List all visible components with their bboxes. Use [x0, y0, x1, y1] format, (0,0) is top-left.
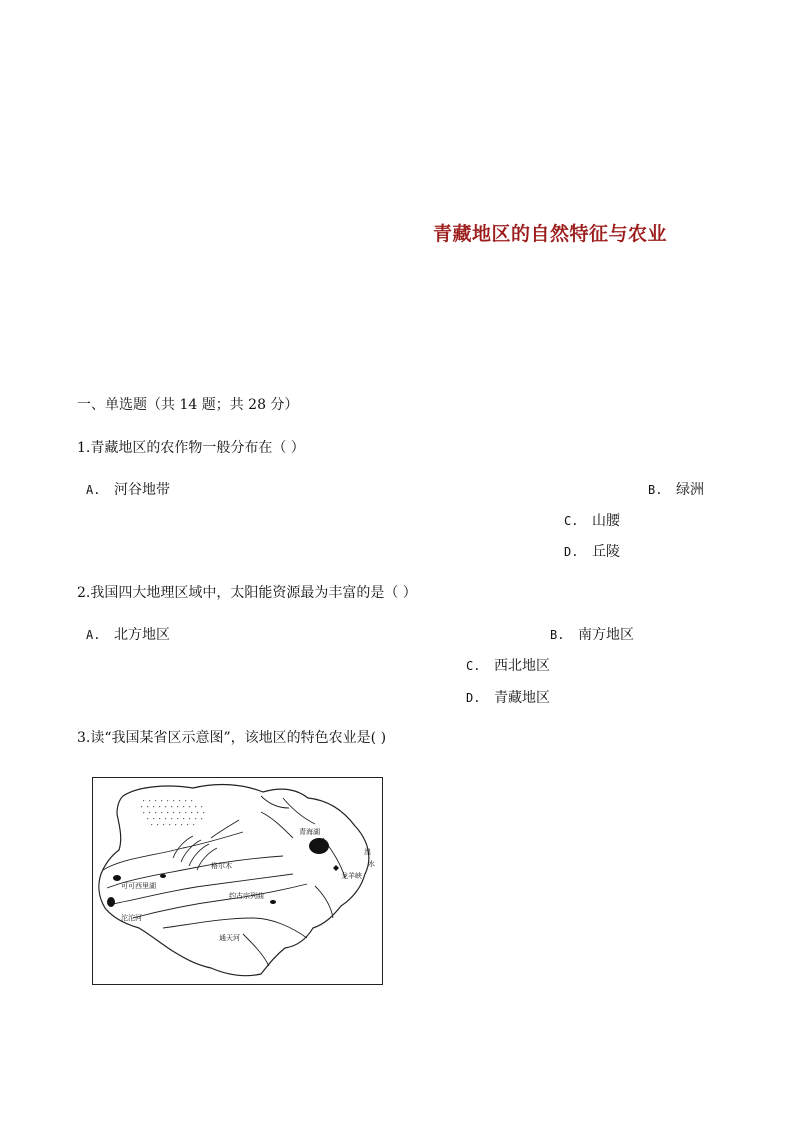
option-text: 青藏地区: [494, 690, 550, 706]
label-golmud: 格尔木: [211, 862, 232, 870]
label-huang: 湟: [364, 848, 371, 856]
option-text: 山腰: [592, 513, 620, 529]
province-map: [93, 778, 381, 983]
label-shui: 水: [368, 860, 375, 868]
question-1-option-d[interactable]: [564, 541, 620, 561]
question-2-option-c[interactable]: [466, 655, 550, 675]
question-2-option-b[interactable]: [550, 624, 634, 644]
option-letter: A.: [86, 628, 101, 642]
lake-marker: [270, 900, 276, 904]
option-letter: C.: [564, 514, 579, 528]
longyangxia-marker: [333, 865, 339, 871]
question-2-stem: 2.我国四大地理区域中，太阳能资源最为丰富的是（ ）: [77, 585, 417, 601]
option-text: 南方地区: [578, 627, 634, 643]
label-longyangxia: 龙羊峡: [341, 872, 362, 880]
section-heading: 一、单选题（共 14 题；共 28 分）: [77, 397, 299, 413]
option-letter: D.: [466, 691, 481, 705]
option-letter: B.: [550, 628, 565, 642]
question-2-option-d[interactable]: [466, 687, 550, 707]
lake-marker: [160, 874, 166, 878]
page-title: 青藏地区的自然特征与农业: [433, 223, 668, 245]
province-outline: [99, 785, 369, 976]
question-1-option-b[interactable]: [648, 479, 704, 499]
label-hoh-xil-lake: 可可西里湖: [121, 882, 156, 890]
question-1-option-c[interactable]: [564, 510, 620, 530]
option-text: 绿洲: [676, 482, 704, 498]
qinghai-lake-marker: [309, 838, 329, 854]
lake-marker: [107, 897, 115, 907]
label-qinghai-lake: 青海湖: [299, 828, 320, 836]
question-3-stem: 3.读“我国某省区示意图”，该地区的特色农业是( ): [77, 730, 387, 746]
question-1-option-a[interactable]: [86, 479, 170, 499]
option-letter: C.: [466, 659, 481, 673]
label-tuotuo-river: 沱沱河: [121, 914, 142, 922]
option-text: 丘陵: [592, 544, 620, 560]
lake-marker: [113, 875, 121, 881]
province-map-figure: [92, 777, 383, 985]
label-yueguzonglie: 约古宗列曲: [229, 892, 264, 900]
option-letter: D.: [564, 545, 579, 559]
question-1-stem: 1.青藏地区的农作物一般分布在（ ）: [77, 440, 305, 456]
option-text: 河谷地带: [114, 482, 170, 498]
question-2-option-a[interactable]: [86, 624, 170, 644]
option-text: 西北地区: [494, 658, 550, 674]
option-letter: A.: [86, 483, 101, 497]
label-tongtian-river: 通天河: [219, 934, 240, 942]
option-text: 北方地区: [114, 627, 170, 643]
desert-dot-area: [141, 800, 204, 825]
option-letter: B.: [648, 483, 663, 497]
